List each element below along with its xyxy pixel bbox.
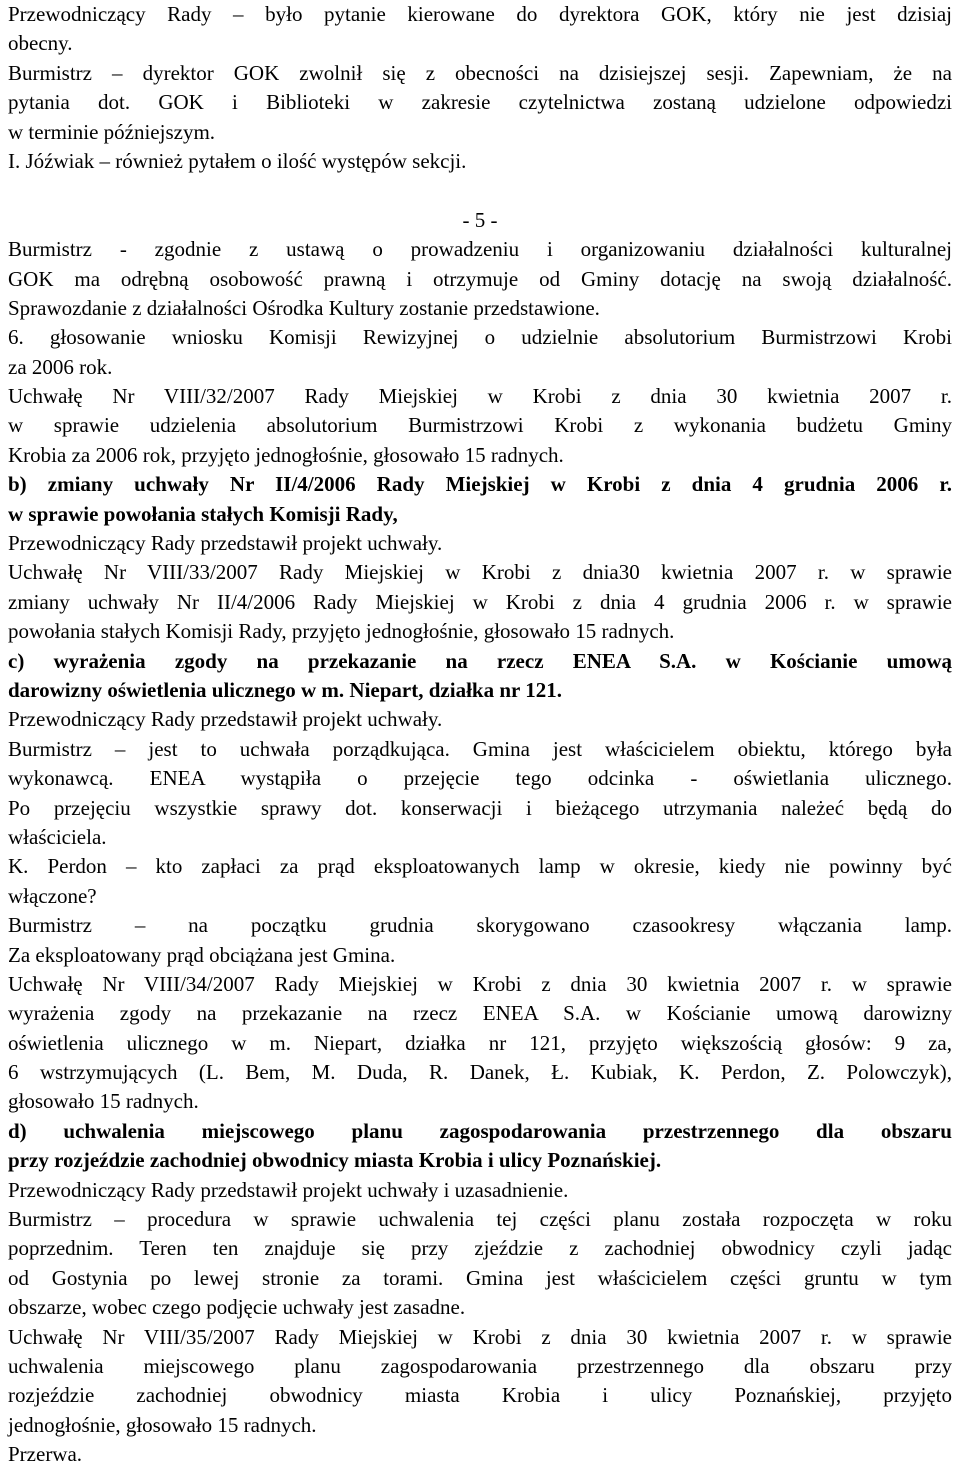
text-line: Po przejęciu wszystkie sprawy dot. konserwacji i bieżącego utrzymania należeć będą do: [8, 795, 952, 820]
text-line: obszarze, wobec czego podjęcie uchwały jest zasadne.: [8, 1295, 466, 1320]
text-line: pytania dot. GOK i Biblioteki w zakresie czytelnictwa zostaną udzielone odpowiedzi: [8, 90, 952, 115]
text-line: K. Perdon – kto zapłaci za prąd eksploatowanych lamp w okresie, kiedy nie powinny być: [8, 854, 952, 879]
text-line: [8, 176, 952, 205]
text-line: zmiany uchwały Nr II/4/2006 Rady Miejskiej w Krobi z dnia 4 grudnia 2006 r. w sprawie: [8, 589, 952, 614]
text-line: właściciela.: [8, 824, 107, 849]
text-line: rozjeździe zachodniej obwodnicy miasta Krobia i ulicy Poznańskiej, przyjęto: [8, 1383, 952, 1408]
text-line: obecny.: [8, 31, 73, 56]
text-line: Uchwałę Nr VIII/35/2007 Rady Miejskiej w Krobi z dnia 30 kwietnia 2007 r. w sprawie: [8, 1324, 952, 1349]
text-line: powołania stałych Komisji Rady, przyjęto jednogłośnie, głosowało 15 radnych.: [8, 619, 675, 644]
text-line: Burmistrz – procedura w sprawie uchwalenia tej części planu została rozpoczęta w roku: [8, 1207, 952, 1232]
text-line: Przewodniczący Rady przedstawił projekt uchwały.: [8, 531, 443, 556]
text-line: b) zmiany uchwały Nr II/4/2006 Rady Miejskiej w Krobi z dnia 4 grudnia 2006 r.: [8, 472, 952, 497]
text-line: w terminie późniejszym.: [8, 119, 216, 144]
text-line: darowizny oświetlenia ulicznego w m. Niepart, działka nr 121.: [8, 677, 562, 702]
text-line: 6 wstrzymujących (L. Bem, M. Duda, R. Danek, Ł. Kubiak, K. Perdon, Z. Polowczyk),: [8, 1060, 952, 1085]
text-line: Uchwałę Nr VIII/32/2007 Rady Miejskiej w Krobi z dnia 30 kwietnia 2007 r.: [8, 384, 952, 409]
text-line: I. Jóźwiak – również pytałem o ilość występów sekcji.: [8, 148, 467, 173]
text-line: Burmistrz – dyrektor GOK zwolnił się z obecności na dzisiejszej sesji. Zapewniam, że na: [8, 60, 952, 85]
text-line: poprzednim. Teren ten znajduje się przy zjeździe z zachodniej obwodnicy czyli jadąc: [8, 1236, 952, 1261]
text-line: 6. głosowanie wniosku Komisji Rewizyjnej o udzielnie absolutorium Burmistrzowi Krobi: [8, 325, 952, 350]
text-line: c) wyrażenia zgody na przekazanie na rzecz ENEA S.A. w Kościanie umową: [8, 648, 952, 673]
text-line: włączone?: [8, 883, 97, 908]
text-line: wykonawcą. ENEA wystąpiła o przejęcie tego odcinka - oświetlania ulicznego.: [8, 766, 952, 791]
text-line: Burmistrz - zgodnie z ustawą o prowadzeniu i organizowaniu działalności kulturalnej: [8, 237, 952, 262]
text-line: Przewodniczący Rady – było pytanie kierowane do dyrektora GOK, który nie jest dzisiaj: [8, 2, 952, 26]
text-line: Przewodniczący Rady przedstawił projekt uchwały.: [8, 707, 443, 732]
text-line: Burmistrz – na początku grudnia skorygowano czasookresy włączania lamp.: [8, 913, 952, 938]
text-line: Przerwa.: [8, 1442, 83, 1467]
text-line: za 2006 rok.: [8, 354, 113, 379]
text-line: Krobia za 2006 rok, przyjęto jednogłośnie, głosowało 15 radnych.: [8, 442, 564, 467]
text-line: przy rozjeździe zachodniej obwodnicy miasta Krobia i ulicy Poznańskiej.: [8, 1148, 662, 1173]
page-number: - 5 -: [462, 207, 498, 232]
text-line: wyrażenia zgody na przekazanie na rzecz ENEA S.A. w Kościanie umową darowizny: [8, 1001, 952, 1026]
text-line: Sprawozdanie z działalności Ośrodka Kultury zostanie przedstawione.: [8, 295, 600, 320]
text-line: głosowało 15 radnych.: [8, 1089, 199, 1114]
text-line: d) uchwalenia miejscowego planu zagospodarowania przestrzennego dla obszaru: [8, 1118, 952, 1143]
text-line: GOK ma odrębną osobowość prawną i otrzymuje od Gminy dotację na swoją działalność.: [8, 266, 952, 291]
text-line: Burmistrz – jest to uchwała porządkująca. Gmina jest właścicielem obiektu, którego była: [8, 736, 952, 761]
text-line: od Gostynia po lewej stronie za torami. Gmina jest właścicielem części gruntu w tym: [8, 1265, 952, 1290]
text-line: jednogłośnie, głosowało 15 radnych.: [8, 1412, 317, 1437]
text-line: Za eksploatowany prąd obciążana jest Gmina.: [8, 942, 396, 967]
text-line: uchwalenia miejscowego planu zagospodarowania przestrzennego dla obszaru przy: [8, 1353, 952, 1378]
text-line: oświetlenia ulicznego w m. Niepart, działka nr 121, przyjęto większością głosów: 9 za,: [8, 1030, 952, 1055]
text-line: Uchwałę Nr VIII/33/2007 Rady Miejskiej w Krobi z dnia30 kwietnia 2007 r. w sprawie: [8, 560, 952, 585]
text-line: Przewodniczący Rady przedstawił projekt uchwały i uzasadnienie.: [8, 1177, 569, 1202]
text-line: Uchwałę Nr VIII/34/2007 Rady Miejskiej w Krobi z dnia 30 kwietnia 2007 r. w sprawie: [8, 971, 952, 996]
text-line: w sprawie udzielenia absolutorium Burmistrzowi Krobi z wykonania budżetu Gminy: [8, 413, 952, 438]
text-line: w sprawie powołania stałych Komisji Rady,: [8, 501, 398, 526]
